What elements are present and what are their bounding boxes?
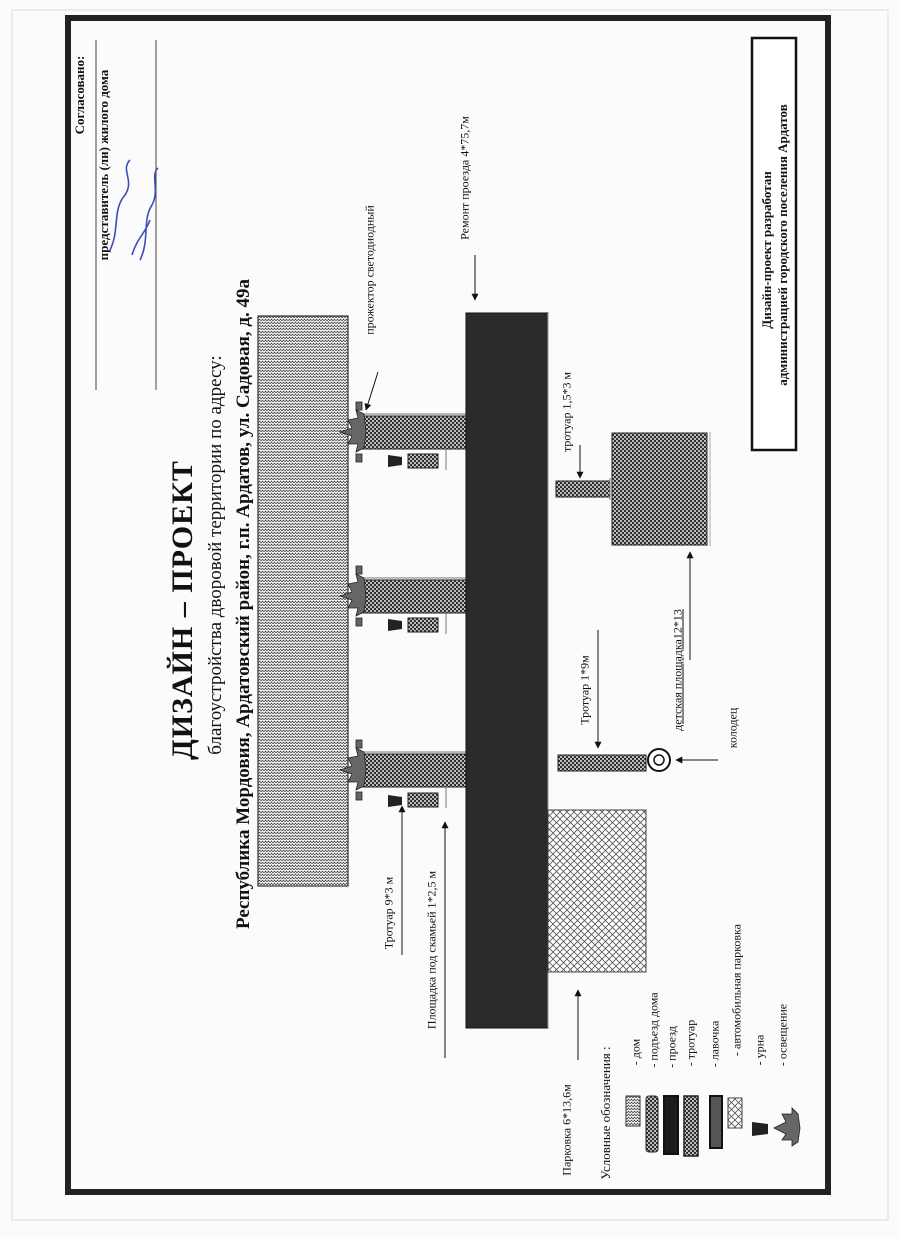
urn-3 xyxy=(388,795,402,807)
legend-swatch-road xyxy=(664,1096,678,1154)
entrance-3 xyxy=(363,754,466,787)
legend-item-parking: - автомобильная парковка xyxy=(729,923,744,1057)
legend-item-urn: - урна xyxy=(752,1034,767,1066)
legend-item-entrance: - подъезд дома xyxy=(646,992,661,1068)
legend-item-house: - дом xyxy=(628,1038,643,1066)
well xyxy=(648,749,670,771)
road xyxy=(466,313,548,1028)
playground xyxy=(612,433,707,545)
label-sidewalk-19: Тротуар 1*9м xyxy=(577,655,592,725)
legend-swatch-house xyxy=(626,1096,640,1126)
bench-1 xyxy=(408,454,438,468)
urn-1 xyxy=(388,455,402,467)
label-playground: детская площадка12*13 xyxy=(670,609,685,731)
label-well: колодец xyxy=(725,707,740,749)
subtitle-line-2: Республика Мордовия, Ардатовский район, г.п. Ардатов, ул. Садовая, д. 49а xyxy=(233,279,254,929)
parking xyxy=(548,810,646,972)
credits-line-1: Дизайн-проект разработан xyxy=(759,171,774,329)
sidewalk-lower xyxy=(558,755,646,771)
label-road-repair: Ремонт проезда 4*75,7м xyxy=(457,116,472,240)
bench-2 xyxy=(408,618,438,632)
approval-title: Согласовано: xyxy=(72,55,87,135)
subtitle-line-1: благоустройства дворовой территории по адресу: xyxy=(205,355,226,755)
legend-title: Условные обозначения : xyxy=(598,1046,613,1180)
legend-item-bench: - лавочка xyxy=(707,1020,722,1068)
approval-text: представитель (ли) жилого дома xyxy=(96,69,111,261)
label-projector: прожектор светодиодный xyxy=(362,205,377,335)
bench-3 xyxy=(408,793,438,807)
entrance-2 xyxy=(363,580,466,613)
signature-mark xyxy=(110,160,158,260)
legend-swatch-urn xyxy=(752,1122,768,1136)
legend-swatch-entrance xyxy=(646,1096,658,1152)
sidewalk-upper xyxy=(556,481,610,497)
legend-item-road: - проезд xyxy=(664,1026,679,1068)
page-title: ДИЗАЙН – ПРОЕКТ xyxy=(166,460,199,760)
legend-swatch-sidewalk xyxy=(684,1096,698,1156)
legend-swatch-bench xyxy=(710,1096,722,1148)
entrance-1 xyxy=(363,416,466,449)
label-bench-area: Площадка под скамьей 1*2,5 м xyxy=(424,870,439,1030)
legend-item-lighting: - освещение xyxy=(775,1003,790,1067)
house xyxy=(258,316,348,886)
arrow-projector xyxy=(366,372,378,410)
credits-line-2: администрацией городского поселения Ардатов xyxy=(775,104,790,386)
label-parking: Парковка 6*13,6м xyxy=(559,1084,574,1176)
label-sidewalk-93: Тротуар 9*3 м xyxy=(381,876,396,950)
legend-swatch-parking xyxy=(728,1098,742,1128)
legend-item-sidewalk: - тротуар xyxy=(683,1019,698,1067)
legend-swatch-light xyxy=(774,1108,800,1146)
urn-2 xyxy=(388,619,402,631)
label-sidewalk-15: тротуар 1,5*3 м xyxy=(559,371,574,453)
